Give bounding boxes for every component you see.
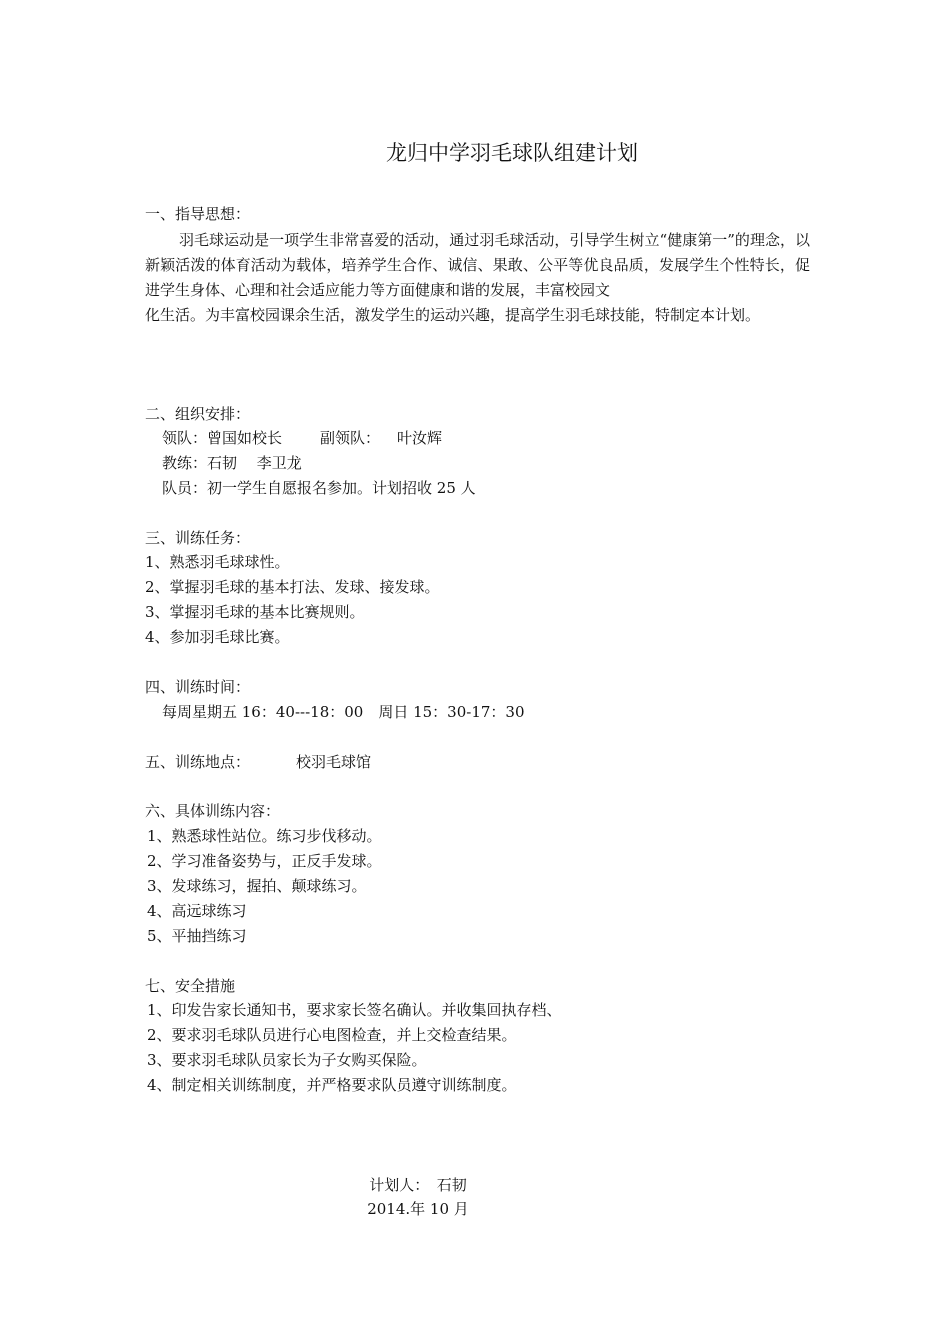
list-item: 4、制定相关训练制度，并严格要求队员遵守训练制度。: [147, 1076, 517, 1094]
section-1-paragraph-1: 羽毛球运动是一项学生非常喜爱的活动，通过羽毛球活动，引导学生树立“健康第一”的理念，以新颖活泼的体育活动为载体，培养学生合作、诚信、果敢、公平等优良品质，发展学生个性特长，促进学生身体、心理和社会适应能力等方面健康和谐的发展，丰富校园文: [145, 231, 810, 299]
list-item: 1、熟悉羽毛球球性。: [145, 553, 290, 571]
schedule-text: 每周星期五 16：40---18：00 周日 15：30-17：30: [162, 703, 525, 721]
list-item: 4、参加羽毛球比赛。: [145, 628, 290, 646]
document-title: 龙归中学羽毛球队组建计划: [386, 141, 638, 165]
section-1-paragraph-2: 化生活。为丰富校园课余生活，激发学生的运动兴趣，提高学生羽毛球技能，特制定本计划。: [145, 306, 761, 324]
section-4-heading: 四、训练时间：: [145, 678, 251, 696]
section-1-body: [145, 228, 810, 328]
section-7-heading: 七、安全措施: [145, 977, 236, 995]
list-item: 1、熟悉球性站位。练习步伐移动。: [147, 827, 382, 845]
list-item: 2、要求羽毛球队员进行心电图检查，并上交检查结果。: [147, 1026, 517, 1044]
vice-leader-name: 叶汝辉: [397, 429, 443, 447]
planner-signature: 计划人： 石韧: [369, 1176, 467, 1194]
section-1-heading: 一、指导思想：: [145, 205, 251, 223]
members-text: 队员：初一学生自愿报名参加。计划招收 25 人: [162, 479, 476, 497]
leader-text: 领队：曾国如校长: [162, 429, 283, 447]
list-item: 3、发球练习，握拍、颠球练习。: [147, 877, 367, 895]
list-item: 1、印发告家长通知书，要求家长签名确认。并收集回执存档、: [147, 1001, 562, 1019]
list-item: 2、学习准备姿势与，正反手发球。: [147, 852, 382, 870]
list-item: 3、要求羽毛球队员家长为子女购买保险。: [147, 1051, 427, 1069]
list-item: 2、掌握羽毛球的基本打法、发球、接发球。: [145, 578, 440, 596]
place-text: 校羽毛球馆: [296, 753, 372, 771]
coaches-text: 教练：石韧 李卫龙: [162, 454, 302, 472]
section-5-heading: 五、训练地点：: [145, 753, 251, 771]
list-item: 5、平抽挡练习: [147, 927, 247, 945]
section-3-heading: 三、训练任务：: [145, 529, 251, 547]
vice-leader-label: 副领队：: [320, 429, 381, 447]
section-2-heading: 二、组织安排：: [145, 405, 251, 423]
plan-date: 2014.年 10 月: [367, 1200, 469, 1218]
section-6-heading: 六、具体训练内容：: [145, 802, 281, 820]
list-item: 4、高远球练习: [147, 902, 247, 920]
list-item: 3、掌握羽毛球的基本比赛规则。: [145, 603, 365, 621]
